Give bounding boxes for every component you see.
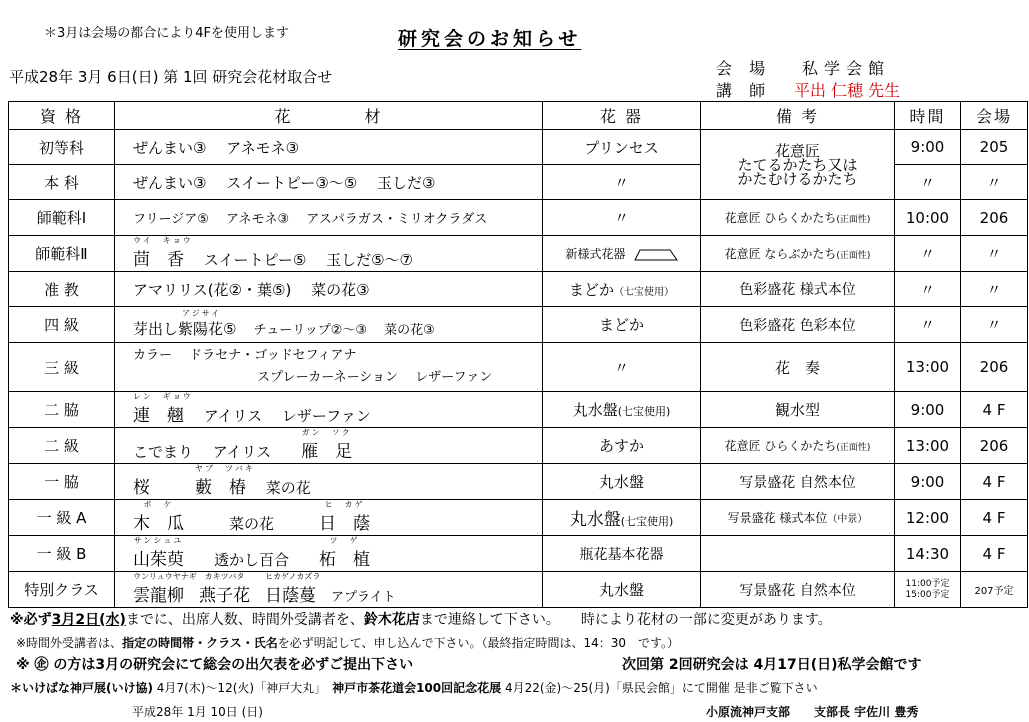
venue-label: 会 場 [716,59,772,78]
vessel-cell: 丸水盤 [543,464,701,500]
place-cell: 4 F [961,464,1028,500]
note-text: 花意匠 ならぶかたち [724,247,837,261]
note-small: (正面性) [836,443,871,453]
ruby-term [319,536,371,570]
time-cell: 9:00 [895,464,961,500]
ruby-term [195,464,255,498]
issue-date: 平成28年 1月 10日 (日) [132,705,263,719]
next-meeting: 次回第 2回研究会は 4月17日(日)私学会館です [622,657,922,673]
material-cell [115,428,543,464]
footer-line-3: ※ ㊭ の方は3月の研究会にて総会の出欠表を必ずご提出下さい [16,657,414,673]
grade-cell: 師範科Ⅱ [9,236,115,272]
vessel-cell [543,272,701,307]
vessel-cell: 〃 [543,200,701,236]
top-note: ＊3月は会場の都合により4Fを使用します [44,26,290,41]
vessel-cell: 丸水盤 [543,572,701,608]
ruby-term [319,500,371,534]
event-name: 神戸市茶花道会100回記念花展 [332,681,502,695]
material-cell: フリージア⑤ アネモネ③ アスパラガス・ミリオクラダス [115,200,543,236]
meeting-subtitle: 平成28年 3月 6日(日) 第 1回 研究会花材取合せ [9,68,333,86]
note-text: 花意匠 ひらくかたち [724,439,837,453]
vessel-text: 新様式花器 [565,247,626,261]
place-cell: 〃 [961,272,1028,307]
vessel-cell [543,392,701,428]
place-cell: 〃 [961,307,1028,343]
grade-cell: 一 級 B [9,536,115,572]
ruby-base: 藪 椿 [195,478,247,498]
teacher-line [716,78,900,101]
note-cell [701,536,895,572]
venue-value: 私学会館 [802,59,891,78]
footer-line-4 [10,679,818,696]
time-cell: 9:00 [895,392,961,428]
vessel-small: (七宝使用) [620,515,674,528]
header-material: 花 材 [115,102,543,130]
grade-cell: 一 級 A [9,500,115,536]
note-cell: 写景盛花 自然本位 [701,464,895,500]
ruby-reading: ヒ カゲ [324,500,365,509]
table-row [9,500,1028,536]
ruby-term [133,236,193,270]
page-title: 研究会のお知らせ [398,28,582,50]
note-cell: 写景盛花 自然本位 [701,572,895,608]
grade-cell: 本 科 [9,165,115,200]
vessel-text: 丸水盤 [572,401,618,419]
material-text: こでまり アイリス [133,443,272,461]
vessel-cell: 瓶花基本花器 [543,536,701,572]
grade-cell: 師範科Ⅰ [9,200,115,236]
note-small: (正面性) [836,251,871,261]
ruby-reading: ウイ キョウ [133,236,193,245]
teacher-label: 講 師 [716,81,772,100]
vessel-cell: 〃 [543,165,701,200]
place-cell: 〃 [961,165,1028,200]
place-cell: 206 [961,428,1028,464]
ruby-base: 紫陽花⑤ [178,320,237,338]
ruby-base: 燕子花 [199,586,251,606]
ruby-reading: ガン ソク [301,428,352,437]
material-text: 桜 [133,478,150,498]
vessel-cell: プリンセス [543,130,701,165]
deadline-date: 3月2日(水) [51,612,126,628]
ruby-reading: ツ ゲ [329,536,360,545]
material-cell: ぜんまい③ アネモネ③ [115,130,543,165]
ruby-base: 柘 植 [319,550,371,570]
note-cell-merged [701,130,895,200]
ruby-reading: アジサイ [182,309,222,318]
note-cell: 観水型 [701,392,895,428]
ruby-reading: ヤブ ツバキ [195,464,255,473]
time-cell: 〃 [895,272,961,307]
ruby-base: 木 瓜 [133,514,184,534]
place-cell: 206 [961,200,1028,236]
table-row [9,130,1028,165]
material-rest: スイートピー⑤ 玉しだ⑤～⑦ [184,251,413,269]
time-cell: 〃 [895,307,961,343]
ruby-base: 日 蔭 [319,514,371,534]
time-line: 11:00予定 [905,578,950,589]
vessel-cell [543,500,701,536]
time-cell: 9:00 [895,130,961,165]
vessel-text: まどか [568,280,614,299]
event-dates: 4月22(金)～25(月)「県民会館」にて開催 是非ご覧下さい [501,681,818,695]
place-cell: 〃 [961,236,1028,272]
material-cell: アマリリス(花②・葉⑤) 菜の花③ [115,272,543,307]
grade-cell: 二 脇 [9,392,115,428]
ruby-term [133,572,197,606]
material-line: カラー ドラセナ・ゴッドセフィアナ [133,348,357,363]
material-cell [115,236,543,272]
table-row [9,464,1028,500]
footer-line-1 [10,609,832,629]
table-row [9,236,1028,272]
material-rest: アイリス レザーファン [184,407,371,425]
footer-text: を必ず明記して、申し込んで下さい。（最終指定時間は、14：30 です。） [277,636,680,650]
table-header-row [9,102,1028,130]
note-cell [701,200,895,236]
footer-text: ※必ず [10,612,52,628]
note-line: かたむけるかたち [737,169,858,188]
ruby-reading: カキツバタ [204,572,245,581]
header-note: 備 考 [701,102,895,130]
table-row [9,343,1028,392]
ruby-base: 連 翹 [133,406,184,426]
material-pre: 芽出し [133,320,179,338]
ruby-term [133,500,184,534]
note-text: 写景盛花 様式本位 [727,511,828,525]
material-cell [115,572,543,608]
time-cell: 14:30 [895,536,961,572]
grade-cell: 特別クラス [9,572,115,608]
trapezoid-vessel-icon [634,249,678,261]
header-place: 会場 [961,102,1028,130]
material-text: 透かし百合 [214,551,290,569]
table-row [9,200,1028,236]
note-cell [701,428,895,464]
footer-emphasis: 指定の時間帯・クラス・氏名 [122,636,278,650]
table-row [9,392,1028,428]
material-rest: 菜の花 [246,479,311,497]
ruby-term [133,392,193,426]
ruby-term [199,572,251,606]
table-row [9,536,1028,572]
table-row [9,307,1028,343]
material-rest: チューリップ②～③ 菜の花③ [236,323,435,338]
table-row [9,428,1028,464]
footer-text: ※時間外受講者は、 [16,636,123,650]
material-cell: ぜんまい③ スイートピー③～⑤ 玉しだ③ [115,165,543,200]
note-line: 花意匠 [774,141,820,160]
venue-line [716,56,890,79]
ruby-term [133,536,184,570]
ruby-term [178,309,237,339]
footer-text: まで連絡して下さい。 時により花材の一部に変更があります。 [419,612,832,628]
shop-name: 鈴木花店 [363,612,420,628]
ruby-base: 雁 足 [301,442,353,462]
table-row [9,272,1028,307]
place-cell: 207予定 [961,572,1028,608]
grade-cell: 一 脇 [9,464,115,500]
material-cell [115,536,543,572]
footer-line-2 [16,634,679,651]
time-cell: 10:00 [895,200,961,236]
note-small: (正面性) [836,215,871,225]
material-cell [115,343,543,392]
note-cell [701,500,895,536]
place-cell: 4 F [961,392,1028,428]
ruby-base: 山茱萸 [133,550,184,570]
note-text: 花意匠 ひらくかたち [724,211,837,225]
material-cell [115,500,543,536]
material-rest: アプライト [331,590,396,605]
ruby-term [265,572,321,606]
vessel-cell: 〃 [543,343,701,392]
grade-cell: 二 級 [9,428,115,464]
place-cell: 205 [961,130,1028,165]
ruby-reading: レン ギョウ [133,392,193,401]
time-cell: 13:00 [895,428,961,464]
time-cell: 〃 [895,236,961,272]
note-cell [701,236,895,272]
time-cell [895,572,961,608]
header-time: 時間 [895,102,961,130]
note-line: たてるかたち又は [737,155,858,174]
header-vessel: 花 器 [543,102,701,130]
grade-cell: 准 教 [9,272,115,307]
vessel-small: (七宝使用) [617,405,671,418]
vessel-small: （七宝使用） [614,286,674,298]
material-cell [115,307,543,343]
place-cell: 4 F [961,500,1028,536]
material-line: スプレーカーネーション レザーファン [257,370,493,385]
time-cell: 12:00 [895,500,961,536]
grade-cell: 四 級 [9,307,115,343]
header-grade: 資 格 [9,102,115,130]
note-cell: 花 奏 [701,343,895,392]
ruby-base: 日蔭蔓 [265,586,317,606]
material-text: 菜の花 [229,515,275,533]
schedule-table [8,101,1028,608]
table-row [9,572,1028,608]
place-cell: 206 [961,343,1028,392]
event-dates: 4月7(木)～12(火)「神戸大丸」 [152,681,333,695]
vessel-cell: まどか [543,307,701,343]
note-cell: 色彩盛花 色彩本位 [701,307,895,343]
ruby-reading: ヒカゲノカズラ [265,572,321,581]
ruby-reading: ボ ケ [143,500,174,509]
note-small: （中景） [827,514,868,525]
ruby-base: 雲龍柳 [133,586,184,606]
material-cell [115,464,543,500]
footer-text: までに、出席人数、時間外受講者を、 [125,612,364,628]
material-cell [115,392,543,428]
time-cell: 〃 [895,165,961,200]
note-cell: 色彩盛花 様式本位 [701,272,895,307]
vessel-cell [543,236,701,272]
event-name: ＊いけばな神戸展(いけ協) [10,681,153,695]
teacher-value: 平出 仁穂 先生 [794,81,901,100]
vessel-cell: あすか [543,428,701,464]
signature: 小原流神戸支部 支部長 宇佐川 豊秀 [706,705,919,719]
ruby-term [301,428,353,462]
time-line: 15:00予定 [905,589,950,600]
ruby-reading: サンシュユ [133,536,184,545]
time-cell: 13:00 [895,343,961,392]
vessel-text: 丸水盤 [569,510,621,530]
grade-cell: 初等科 [9,130,115,165]
ruby-base: 茴 香 [133,250,184,270]
ruby-reading: ウンリュウヤナギ [133,572,197,581]
place-cell: 4 F [961,536,1028,572]
grade-cell: 三 級 [9,343,115,392]
